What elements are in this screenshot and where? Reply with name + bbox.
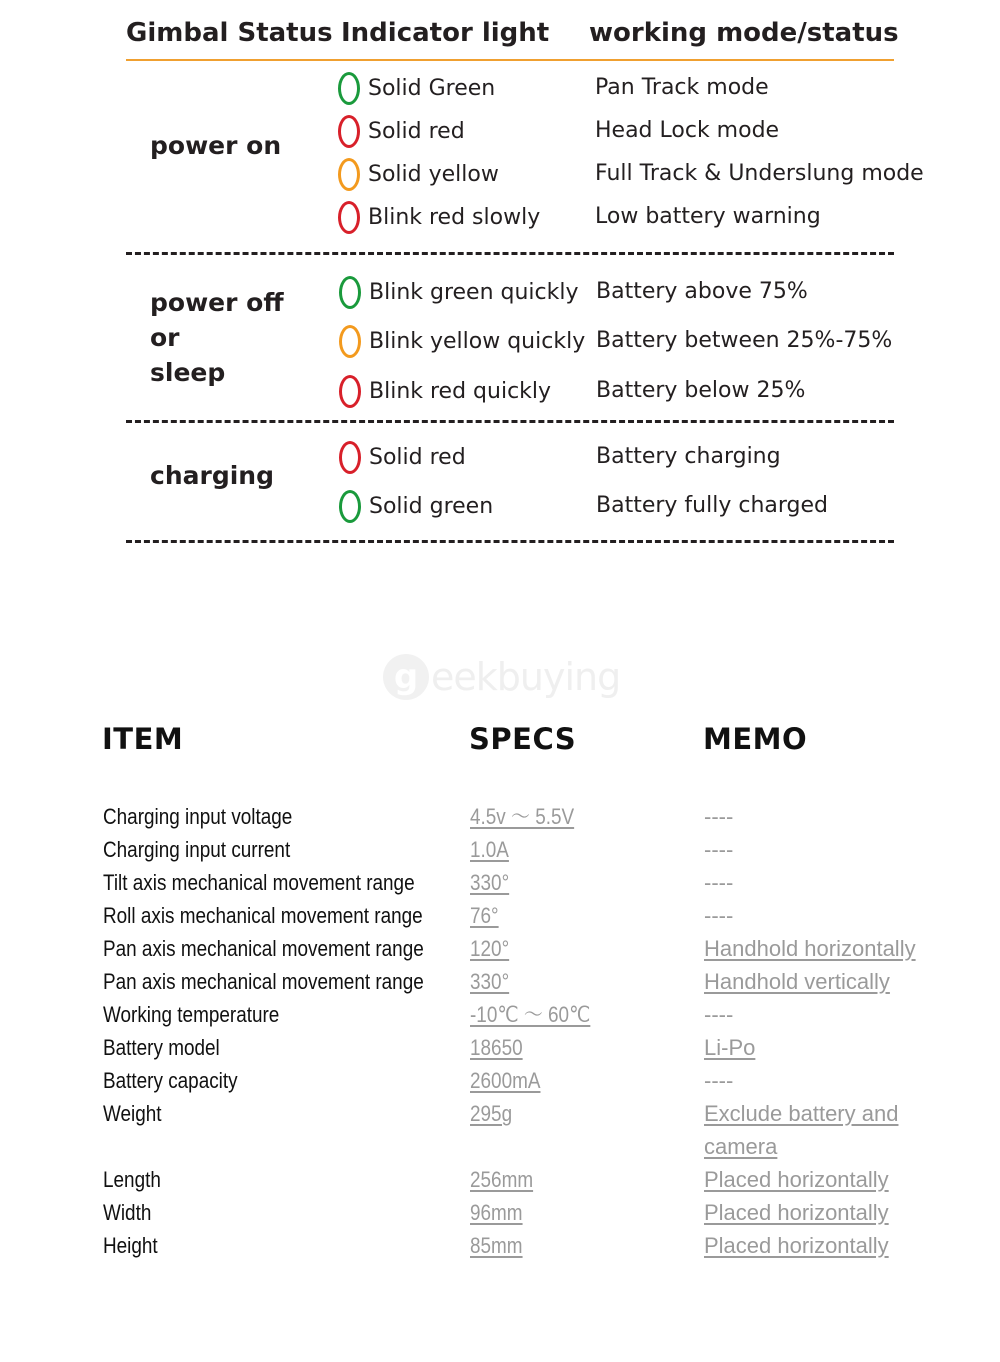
led-ring-icon [339,325,361,358]
spec-item: Roll axis mechanical movement range [103,903,423,928]
indicator-row [338,155,499,193]
header-specs: SPECS [469,722,577,756]
spec-value: 85mm [470,1233,523,1258]
indicator-label: Blink yellow quickly [369,328,586,354]
indicator-row [339,372,551,410]
led-ring-icon [339,375,361,408]
spec-value: 2600mA [470,1068,541,1093]
mode-label: Low battery warning [595,204,821,229]
watermark-logo-icon: g [383,654,429,700]
group-divider [126,420,894,423]
spec-value: 330° [470,870,510,895]
indicator-label: Solid yellow [368,161,499,187]
group-label-line: power off [150,288,284,317]
group-label-line: or [150,323,180,352]
watermark-text: eekbuying [431,655,621,699]
indicator-label: Blink red quickly [369,378,552,404]
spec-value: 76° [470,903,499,928]
spec-item: Battery capacity [103,1068,238,1093]
led-ring-icon [338,115,360,148]
led-ring-icon [338,158,360,191]
spec-memo: Placed horizontally [704,1167,889,1192]
indicator-label: Solid red [369,444,466,470]
header-item: ITEM [102,722,184,756]
mode-label: Head Lock mode [595,118,780,143]
spec-memo: Handhold vertically [704,969,890,994]
spec-item: Height [103,1233,158,1258]
group-label-power-off [150,285,284,390]
spec-memo: Exclude battery and [704,1101,899,1126]
spec-memo: Placed horizontally [704,1233,889,1258]
header-divider [126,59,894,61]
header-gimbal-status: Gimbal Status [126,18,333,48]
spec-memo: Handhold horizontally [704,936,916,961]
led-ring-icon [339,441,361,474]
mode-label: Battery fully charged [596,493,828,518]
group-divider [126,540,894,543]
header-indicator-light: Indicator light [341,18,550,48]
group-divider [126,252,894,255]
spec-value: 96mm [470,1200,523,1225]
indicator-row [338,112,465,150]
spec-item: Charging input voltage [103,804,293,829]
spec-item: Charging input current [103,837,291,862]
indicator-label: Solid Green [368,75,496,101]
led-ring-icon [339,276,361,309]
header-memo: MEMO [703,722,808,756]
indicator-row [339,438,466,476]
indicator-row [338,198,540,236]
mode-label: Pan Track mode [595,75,769,100]
mode-label: Battery below 25% [596,378,806,403]
mode-label: Battery above 75% [596,279,808,304]
indicator-label: Solid green [369,493,494,519]
indicator-row [339,273,579,311]
spec-memo: Li-Po [704,1035,756,1060]
spec-item: Pan axis mechanical movement range [103,969,424,994]
mode-label: Battery between 25%-75% [596,328,893,353]
spec-item: Battery model [103,1035,220,1060]
spec-item: Pan axis mechanical movement range [103,936,424,961]
indicator-row [339,487,493,525]
spec-memo: camera [704,1134,778,1159]
spec-item: Width [103,1200,152,1225]
spec-item: Weight [103,1101,162,1126]
led-ring-icon [338,201,360,234]
spec-memo: ---- [704,1068,734,1093]
spec-value: 256mm [470,1167,534,1192]
spec-value: 120° [470,936,510,961]
mode-label: Battery charging [596,444,781,469]
indicator-label: Blink red slowly [368,204,541,230]
indicator-label: Solid red [368,118,465,144]
indicator-row [338,69,495,107]
indicator-row [339,322,585,360]
spec-memo: ---- [704,804,734,829]
spec-memo: ---- [704,903,734,928]
spec-value: 4.5v ～ 5.5V [470,804,575,829]
spec-memo: Placed horizontally [704,1200,889,1225]
spec-value: 330° [470,969,510,994]
group-label-line: sleep [150,358,226,387]
led-ring-icon [338,72,360,105]
group-label-charging: charging [150,461,274,490]
spec-item: Length [103,1167,161,1192]
spec-value: 18650 [470,1035,523,1060]
spec-memo: ---- [704,870,734,895]
spec-memo: ---- [704,1002,734,1027]
group-label-power-on: power on [150,131,282,160]
spec-value: 295g [470,1101,513,1126]
spec-memo: ---- [704,837,734,862]
spec-item: Tilt axis mechanical movement range [103,870,415,895]
led-ring-icon [339,490,361,523]
spec-item: Working temperature [103,1002,280,1027]
spec-value: -10℃ ～ 60℃ [470,1002,591,1027]
mode-label: Full Track & Underslung mode [595,161,924,186]
header-working-mode: working mode/status [589,18,899,48]
spec-value: 1.0A [470,837,509,862]
geekbuying-watermark [383,654,620,700]
indicator-label: Blink green quickly [369,279,579,305]
